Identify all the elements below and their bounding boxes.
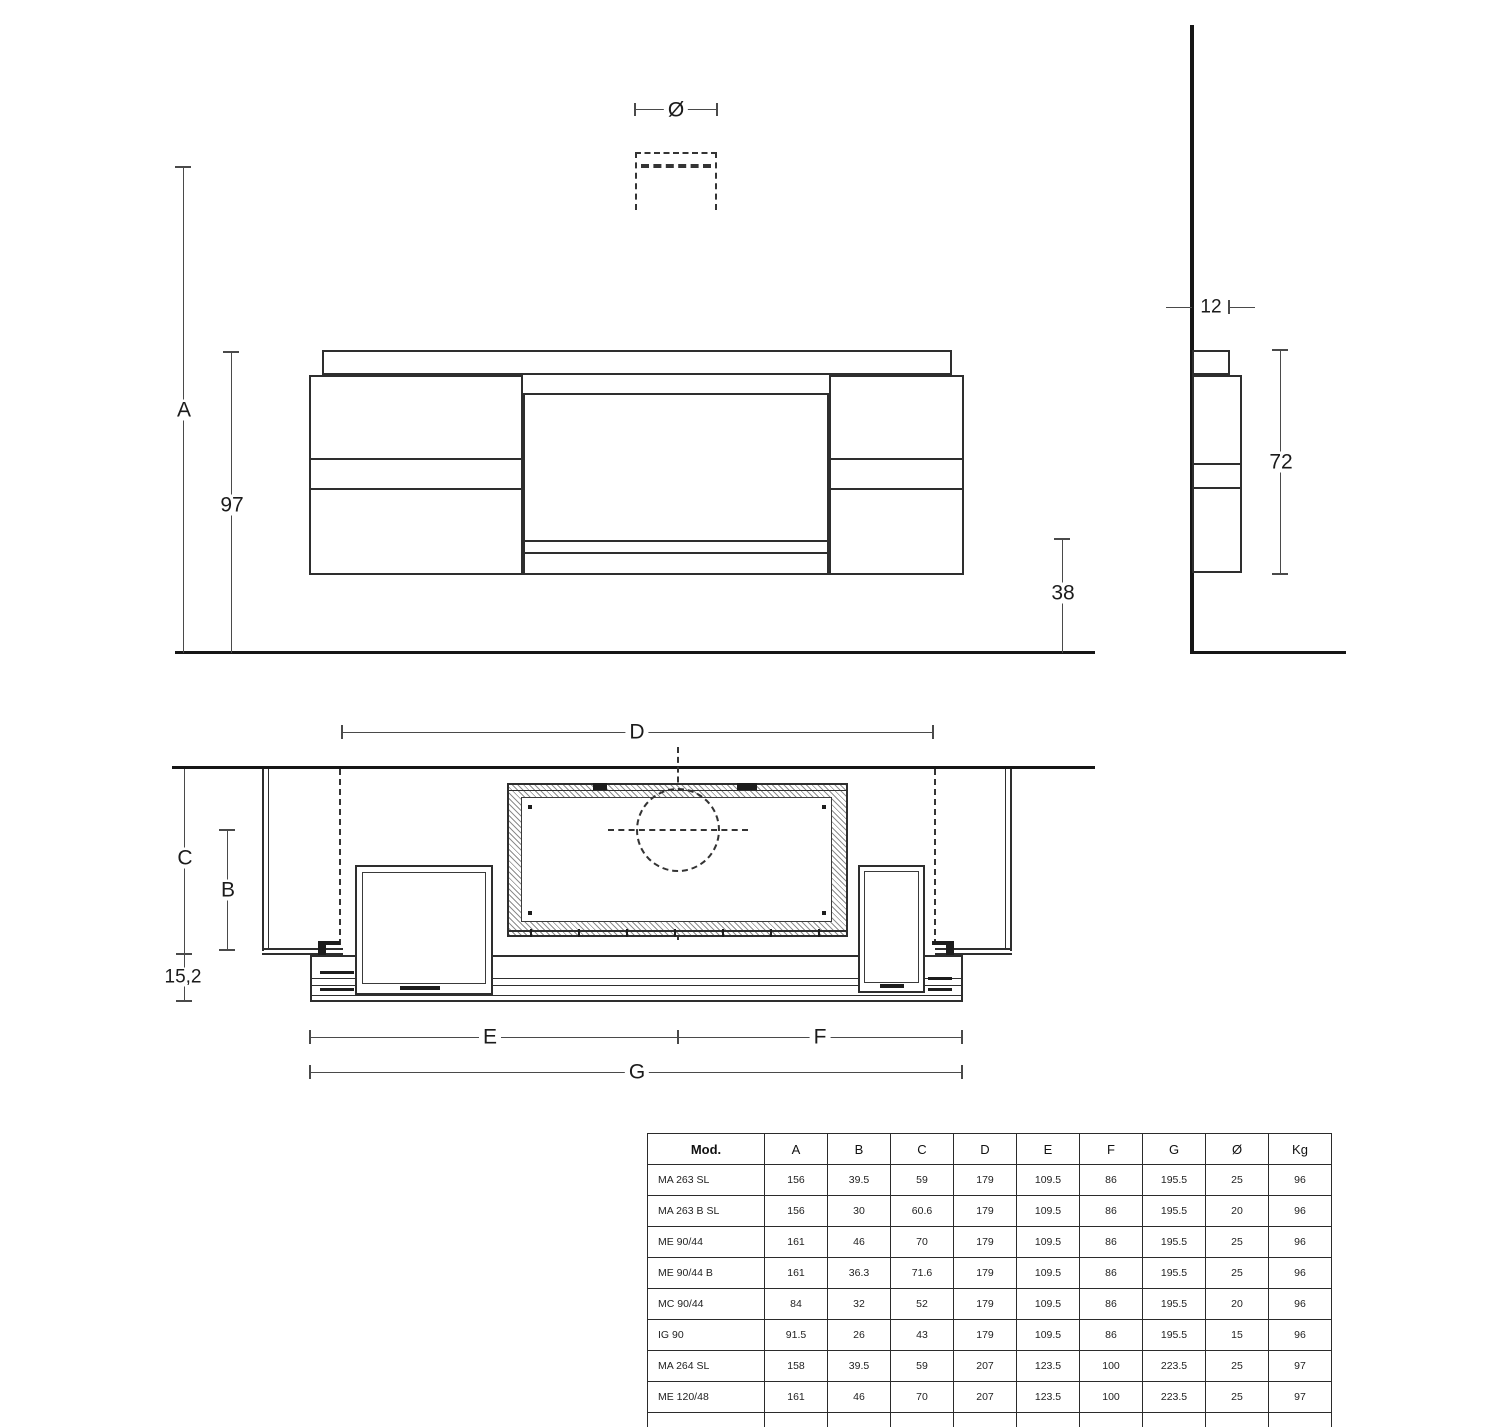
dim-tick bbox=[1228, 300, 1230, 314]
value-cell: 86 bbox=[1080, 1196, 1143, 1227]
spec-column-header: F bbox=[1080, 1134, 1143, 1165]
plan-left-bench-side bbox=[262, 769, 264, 951]
front-right-cabinet-band bbox=[831, 488, 962, 490]
front-right-cabinet bbox=[829, 375, 964, 575]
flue-crosshair-horizontal bbox=[608, 829, 748, 831]
plan-right-bench-side bbox=[1010, 769, 1012, 951]
value-cell: 25 bbox=[1206, 1382, 1269, 1413]
dim-line-12 bbox=[1166, 307, 1192, 308]
dim-tick bbox=[1272, 349, 1288, 351]
model-cell: MA 263 SL bbox=[648, 1165, 765, 1196]
value-cell: 109.5 bbox=[1017, 1227, 1080, 1258]
flue-hidden-collar bbox=[641, 164, 711, 168]
value-cell: 161 bbox=[765, 1258, 828, 1289]
hearth-bracket-right bbox=[928, 988, 952, 991]
firebox-anchor-dot bbox=[528, 911, 532, 915]
value-cell: 109.5 bbox=[1017, 1289, 1080, 1320]
spec-column-header: Kg bbox=[1269, 1134, 1332, 1165]
drawer-handle-mark bbox=[400, 986, 440, 990]
front-left-cabinet-band bbox=[311, 458, 521, 460]
value-cell: 100 bbox=[1080, 1382, 1143, 1413]
firebox-anchor-dot bbox=[822, 911, 826, 915]
value-cell: 207 bbox=[954, 1351, 1017, 1382]
value-cell: 32 bbox=[828, 1289, 891, 1320]
value-cell: 86 bbox=[1080, 1258, 1143, 1289]
dim-tick bbox=[309, 1065, 311, 1079]
value-cell: 26 bbox=[828, 1320, 891, 1351]
dim-tick bbox=[961, 1065, 963, 1079]
table-row bbox=[648, 1258, 1332, 1289]
value-cell: 30 bbox=[828, 1196, 891, 1227]
value-cell: 15 bbox=[1206, 1320, 1269, 1351]
front-hearth-line bbox=[525, 552, 827, 554]
dim-tick bbox=[1272, 573, 1288, 575]
value-cell: 70 bbox=[891, 1382, 954, 1413]
model-cell: ME 90/44 B bbox=[648, 1258, 765, 1289]
dim-label-38: 38 bbox=[1047, 583, 1078, 604]
dim-tick bbox=[176, 1000, 192, 1002]
plan-wall-line bbox=[172, 766, 1095, 769]
value-cell: 60.6 bbox=[891, 1196, 954, 1227]
hearth-bracket-left bbox=[320, 971, 354, 974]
model-cell: MC 90/44 bbox=[648, 1289, 765, 1320]
dim-label-A: A bbox=[173, 400, 195, 421]
front-firebox-recess bbox=[523, 393, 829, 575]
table-row bbox=[648, 1320, 1332, 1351]
drawer-handle-mark bbox=[880, 984, 904, 988]
value-cell: 86 bbox=[1080, 1289, 1143, 1320]
value-cell: 161 bbox=[765, 1227, 828, 1258]
value-cell: 195.5 bbox=[1143, 1196, 1206, 1227]
plan-right-drawer-box-inner bbox=[864, 871, 919, 983]
value-cell: 195.5 bbox=[1143, 1320, 1206, 1351]
spec-column-header: A bbox=[765, 1134, 828, 1165]
front-hearth-line bbox=[525, 540, 827, 542]
value-cell: 179 bbox=[954, 1320, 1017, 1351]
dim-tick bbox=[219, 829, 235, 831]
spec-column-header: D bbox=[954, 1134, 1017, 1165]
value-cell: 96 bbox=[1269, 1165, 1332, 1196]
value-cell: 59 bbox=[891, 1165, 954, 1196]
table-row bbox=[648, 1351, 1332, 1382]
table-row bbox=[648, 1289, 1332, 1320]
plan-left-drawer-box-inner bbox=[362, 872, 486, 984]
table-row-cutoff bbox=[648, 1413, 1332, 1427]
value-cell: 156 bbox=[765, 1196, 828, 1227]
value-cell: 123.5 bbox=[1017, 1351, 1080, 1382]
value-cell: 97 bbox=[1269, 1382, 1332, 1413]
model-cell: ME 90/44 bbox=[648, 1227, 765, 1258]
mounting-clip-left bbox=[318, 945, 326, 955]
dim-label-E: E bbox=[479, 1027, 501, 1048]
value-cell: 156 bbox=[765, 1165, 828, 1196]
dim-label-12: 12 bbox=[1200, 296, 1222, 318]
value-cell: 109.5 bbox=[1017, 1165, 1080, 1196]
spec-column-header: B bbox=[828, 1134, 891, 1165]
dim-tick bbox=[175, 166, 191, 168]
value-cell: 161 bbox=[765, 1382, 828, 1413]
dim-tick bbox=[219, 949, 235, 951]
value-cell: 195.5 bbox=[1143, 1258, 1206, 1289]
front-left-cabinet bbox=[309, 375, 523, 575]
spec-column-header: G bbox=[1143, 1134, 1206, 1165]
side-floor-line bbox=[1190, 651, 1346, 654]
dim-label-D: D bbox=[625, 722, 648, 743]
side-top-shelf bbox=[1192, 350, 1230, 375]
value-cell: 179 bbox=[954, 1227, 1017, 1258]
dim-line-EF bbox=[310, 1037, 963, 1038]
firebox-anchor-dot bbox=[528, 805, 532, 809]
value-cell: 25 bbox=[1206, 1165, 1269, 1196]
hearth-layer-line bbox=[312, 995, 961, 996]
side-body bbox=[1192, 375, 1242, 573]
value-cell: 25 bbox=[1206, 1227, 1269, 1258]
plan-left-bench-front bbox=[262, 948, 343, 950]
value-cell: 109.5 bbox=[1017, 1258, 1080, 1289]
table-row bbox=[648, 1165, 1332, 1196]
value-cell: 46 bbox=[828, 1227, 891, 1258]
table-row bbox=[648, 1382, 1332, 1413]
value-cell: 223.5 bbox=[1143, 1351, 1206, 1382]
model-dimensions-table bbox=[647, 1133, 1332, 1427]
spec-column-header: Ø bbox=[1206, 1134, 1269, 1165]
value-cell: 39.5 bbox=[828, 1165, 891, 1196]
front-right-cabinet-band bbox=[831, 458, 962, 460]
spec-table bbox=[647, 1133, 1332, 1427]
side-body-band bbox=[1194, 463, 1240, 465]
dim-tick bbox=[223, 351, 239, 353]
flue-hidden-left bbox=[635, 152, 637, 210]
mounting-clip-right bbox=[946, 945, 954, 955]
dim-line-12 bbox=[1229, 307, 1255, 308]
plan-extent-dashed-left bbox=[339, 769, 341, 945]
value-cell: 86 bbox=[1080, 1165, 1143, 1196]
plan-right-bench-side-inner bbox=[1005, 769, 1006, 948]
dim-tick bbox=[1054, 538, 1070, 540]
value-cell: 109.5 bbox=[1017, 1196, 1080, 1227]
dim-tick bbox=[677, 1030, 679, 1044]
dim-tick bbox=[961, 1030, 963, 1044]
value-cell: 207 bbox=[954, 1382, 1017, 1413]
firebox-bottom-tick bbox=[578, 929, 580, 937]
value-cell: 70 bbox=[891, 1227, 954, 1258]
dim-label-C: C bbox=[173, 848, 196, 869]
firebox-mount-tab bbox=[593, 783, 607, 790]
firebox-bottom-tick bbox=[818, 929, 820, 937]
spec-column-header: C bbox=[891, 1134, 954, 1165]
dim-label-diameter: Ø bbox=[664, 100, 688, 121]
dim-tick bbox=[932, 725, 934, 739]
value-cell: 91.5 bbox=[765, 1320, 828, 1351]
value-cell: 179 bbox=[954, 1258, 1017, 1289]
spec-table-header bbox=[648, 1134, 1332, 1165]
spec-column-header: Mod. bbox=[648, 1134, 765, 1165]
dim-label-F: F bbox=[810, 1027, 831, 1048]
firebox-bottom-tick bbox=[530, 929, 532, 937]
value-cell: 46 bbox=[828, 1382, 891, 1413]
plan-extent-dashed-right bbox=[934, 769, 936, 945]
value-cell: 158 bbox=[765, 1351, 828, 1382]
hearth-bracket-right bbox=[928, 977, 952, 980]
model-cell: IG 90 bbox=[648, 1320, 765, 1351]
dim-label-15-2: 15,2 bbox=[161, 968, 206, 987]
firebox-bottom-tick bbox=[674, 929, 676, 937]
value-cell: 25 bbox=[1206, 1351, 1269, 1382]
model-cell: MA 264 SL bbox=[648, 1351, 765, 1382]
value-cell: 20 bbox=[1206, 1289, 1269, 1320]
side-body-band bbox=[1194, 487, 1240, 489]
dim-tick bbox=[341, 725, 343, 739]
value-cell: 86 bbox=[1080, 1227, 1143, 1258]
value-cell: 123.5 bbox=[1017, 1382, 1080, 1413]
value-cell: 179 bbox=[954, 1196, 1017, 1227]
value-cell: 96 bbox=[1269, 1227, 1332, 1258]
value-cell: 86 bbox=[1080, 1320, 1143, 1351]
table-row bbox=[648, 1227, 1332, 1258]
value-cell: 25 bbox=[1206, 1258, 1269, 1289]
value-cell: 36.3 bbox=[828, 1258, 891, 1289]
value-cell: 71.6 bbox=[891, 1258, 954, 1289]
model-cell: MA 263 B SL bbox=[648, 1196, 765, 1227]
dim-label-97: 97 bbox=[216, 495, 247, 516]
value-cell: 179 bbox=[954, 1165, 1017, 1196]
dim-tick bbox=[309, 1030, 311, 1044]
value-cell: 52 bbox=[891, 1289, 954, 1320]
model-cell: ME 120/48 bbox=[648, 1382, 765, 1413]
value-cell: 96 bbox=[1269, 1258, 1332, 1289]
value-cell: 100 bbox=[1080, 1351, 1143, 1382]
front-top-shelf bbox=[322, 350, 952, 375]
flue-hidden-top bbox=[635, 152, 717, 154]
value-cell: 20 bbox=[1206, 1196, 1269, 1227]
plan-firebox-bottom-edge bbox=[507, 930, 848, 932]
dim-tick bbox=[716, 103, 718, 116]
front-left-cabinet-band bbox=[311, 488, 521, 490]
dim-label-72: 72 bbox=[1265, 452, 1296, 473]
value-cell: 97 bbox=[1269, 1351, 1332, 1382]
hearth-bracket-left bbox=[320, 988, 354, 991]
value-cell: 179 bbox=[954, 1289, 1017, 1320]
value-cell: 195.5 bbox=[1143, 1227, 1206, 1258]
flue-hidden-right bbox=[715, 152, 717, 210]
value-cell: 109.5 bbox=[1017, 1320, 1080, 1351]
value-cell: 96 bbox=[1269, 1320, 1332, 1351]
dim-tick bbox=[634, 103, 636, 116]
value-cell: 84 bbox=[765, 1289, 828, 1320]
firebox-bottom-tick bbox=[770, 929, 772, 937]
table-row bbox=[648, 1196, 1332, 1227]
firebox-anchor-dot bbox=[822, 805, 826, 809]
dim-label-B: B bbox=[217, 880, 239, 901]
value-cell: 59 bbox=[891, 1351, 954, 1382]
firebox-bottom-tick bbox=[722, 929, 724, 937]
plan-left-bench-side-inner bbox=[268, 769, 269, 948]
value-cell: 223.5 bbox=[1143, 1382, 1206, 1413]
value-cell: 96 bbox=[1269, 1289, 1332, 1320]
firebox-mount-tab bbox=[737, 783, 757, 790]
value-cell: 195.5 bbox=[1143, 1165, 1206, 1196]
value-cell: 195.5 bbox=[1143, 1289, 1206, 1320]
value-cell: 43 bbox=[891, 1320, 954, 1351]
front-floor-line bbox=[175, 651, 1095, 654]
firebox-bottom-tick bbox=[626, 929, 628, 937]
value-cell: 96 bbox=[1269, 1196, 1332, 1227]
spec-column-header: E bbox=[1017, 1134, 1080, 1165]
spec-table-body bbox=[648, 1165, 1332, 1427]
dim-label-G: G bbox=[625, 1062, 649, 1083]
value-cell: 39.5 bbox=[828, 1351, 891, 1382]
